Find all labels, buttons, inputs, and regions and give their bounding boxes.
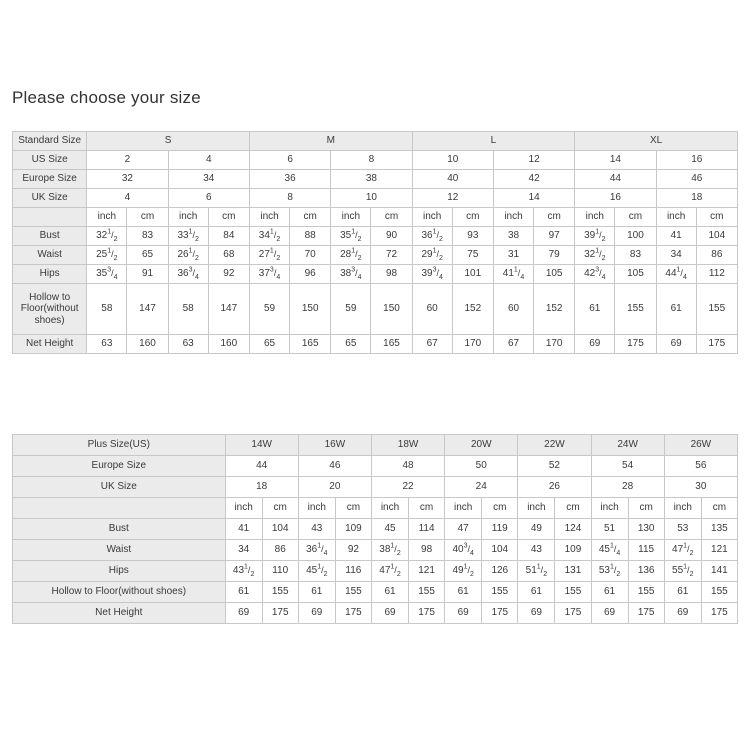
size-value-cell: 20: [298, 477, 371, 498]
measure-cell: $47^1/_2$: [371, 561, 408, 582]
measure-cell: 58: [87, 284, 127, 335]
measure-cell: $37^3/_4$: [249, 265, 289, 284]
measure-cell: $41^1/_4$: [493, 265, 533, 284]
unit-cell: inch: [656, 208, 696, 227]
measure-cell: 61: [298, 582, 335, 603]
measure-cell: 152: [452, 284, 493, 335]
table-row: [13, 603, 738, 624]
unit-cell: cm: [335, 498, 371, 519]
row-label: Hollow to Floor(without shoes): [13, 582, 226, 603]
measure-cell: 45: [371, 519, 408, 540]
measure-cell: 175: [482, 603, 518, 624]
measure-cell: $26^1/_2$: [168, 246, 208, 265]
size-value-cell: 14: [493, 189, 574, 208]
measure-cell: 175: [555, 603, 591, 624]
size-value-cell: 38: [331, 170, 412, 189]
measure-cell: $32^1/_2$: [87, 227, 127, 246]
measure-cell: 109: [555, 540, 591, 561]
size-value-cell: 6: [168, 189, 249, 208]
size-group-header: XL: [575, 132, 738, 151]
measure-cell: 61: [518, 582, 555, 603]
measure-cell: 135: [701, 519, 737, 540]
unit-cell: inch: [168, 208, 208, 227]
size-value-cell: 12: [412, 189, 493, 208]
size-value-cell: 34: [168, 170, 249, 189]
measure-cell: 61: [591, 582, 628, 603]
measure-cell: 69: [656, 335, 696, 354]
plus-size-corner-label: Plus Size(US): [13, 435, 226, 456]
unit-cell: inch: [371, 498, 408, 519]
measure-cell: 83: [615, 246, 656, 265]
measure-cell: 61: [664, 582, 701, 603]
measure-cell: 126: [482, 561, 518, 582]
unit-cell: cm: [615, 208, 656, 227]
standard-size-table: [12, 131, 738, 354]
unit-cell: cm: [262, 498, 298, 519]
size-group-header: L: [412, 132, 575, 151]
plus-size-header: 14W: [225, 435, 298, 456]
table-row: [13, 498, 738, 519]
measure-cell: 165: [290, 335, 331, 354]
table-row: [13, 189, 738, 208]
page-title: Please choose your size: [12, 88, 201, 107]
measure-cell: 65: [127, 246, 168, 265]
table-row: [13, 208, 738, 227]
measure-cell: 170: [534, 335, 575, 354]
size-value-cell: 8: [249, 189, 330, 208]
measure-cell: 96: [290, 265, 331, 284]
standard-size-corner-label: Standard Size: [13, 132, 87, 151]
measure-cell: 34: [225, 540, 262, 561]
measure-cell: 150: [290, 284, 331, 335]
measure-cell: $42^3/_4$: [575, 265, 615, 284]
measure-cell: 59: [249, 284, 289, 335]
measure-cell: 75: [452, 246, 493, 265]
measure-cell: 60: [412, 284, 452, 335]
unit-cell: cm: [482, 498, 518, 519]
size-value-cell: 4: [168, 151, 249, 170]
row-label: Europe Size: [13, 456, 226, 477]
plus-size-header: 16W: [298, 435, 371, 456]
row-label: Waist: [13, 246, 87, 265]
measure-cell: 152: [534, 284, 575, 335]
row-label: UK Size: [13, 477, 226, 498]
measure-cell: 67: [493, 335, 533, 354]
measure-cell: 58: [168, 284, 208, 335]
measure-cell: 155: [701, 582, 737, 603]
size-value-cell: 14: [575, 151, 656, 170]
measure-cell: 67: [412, 335, 452, 354]
measure-cell: 43: [298, 519, 335, 540]
table-row: [13, 456, 738, 477]
row-label: Net Height: [13, 603, 226, 624]
size-value-cell: 54: [591, 456, 664, 477]
table-row: [13, 335, 738, 354]
measure-cell: $29^1/_2$: [412, 246, 452, 265]
measure-cell: 155: [482, 582, 518, 603]
size-value-cell: 16: [656, 151, 737, 170]
measure-cell: 155: [335, 582, 371, 603]
measure-cell: 53: [664, 519, 701, 540]
table-row: [13, 540, 738, 561]
unit-cell: inch: [87, 208, 127, 227]
unit-cell: cm: [452, 208, 493, 227]
measure-cell: 84: [208, 227, 249, 246]
measure-cell: 116: [335, 561, 371, 582]
measure-cell: $38^1/_2$: [371, 540, 408, 561]
size-group-header: S: [87, 132, 250, 151]
measure-cell: 69: [298, 603, 335, 624]
row-label: Waist: [13, 540, 226, 561]
measure-cell: $39^3/_4$: [412, 265, 452, 284]
row-label: UK Size: [13, 189, 87, 208]
plus-size-table-body: [13, 435, 738, 624]
measure-cell: 147: [127, 284, 168, 335]
measure-cell: 88: [290, 227, 331, 246]
measure-cell: 101: [452, 265, 493, 284]
measure-cell: 121: [701, 540, 737, 561]
measure-cell: 119: [482, 519, 518, 540]
measure-cell: $32^1/_2$: [575, 246, 615, 265]
measure-cell: 150: [371, 284, 412, 335]
row-label: Bust: [13, 227, 87, 246]
measure-cell: 175: [701, 603, 737, 624]
measure-cell: 49: [518, 519, 555, 540]
unit-cell: inch: [591, 498, 628, 519]
measure-cell: 63: [168, 335, 208, 354]
measure-cell: 86: [262, 540, 298, 561]
size-value-cell: 10: [331, 189, 412, 208]
row-label: US Size: [13, 151, 87, 170]
measure-cell: 61: [656, 284, 696, 335]
measure-cell: $34^1/_2$: [249, 227, 289, 246]
measure-cell: 115: [628, 540, 664, 561]
measure-cell: 104: [262, 519, 298, 540]
measure-cell: $47^1/_2$: [664, 540, 701, 561]
table-row: [13, 227, 738, 246]
measure-cell: 155: [696, 284, 737, 335]
measure-cell: 155: [555, 582, 591, 603]
row-label: Hips: [13, 561, 226, 582]
measure-cell: $35^1/_2$: [331, 227, 371, 246]
measure-cell: 61: [225, 582, 262, 603]
measure-cell: $44^1/_4$: [656, 265, 696, 284]
row-label: Hips: [13, 265, 87, 284]
size-value-cell: 40: [412, 170, 493, 189]
measure-cell: $49^1/_2$: [445, 561, 482, 582]
table-row: [13, 170, 738, 189]
measure-cell: 91: [127, 265, 168, 284]
measure-cell: 69: [664, 603, 701, 624]
size-value-cell: 46: [298, 456, 371, 477]
measure-cell: $36^1/_4$: [298, 540, 335, 561]
measure-cell: 41: [225, 519, 262, 540]
unit-cell: cm: [696, 208, 737, 227]
measure-cell: 59: [331, 284, 371, 335]
size-value-cell: 18: [225, 477, 298, 498]
measure-cell: 147: [208, 284, 249, 335]
measure-cell: 79: [534, 246, 575, 265]
measure-cell: 130: [628, 519, 664, 540]
measure-cell: 98: [371, 265, 412, 284]
size-value-cell: 48: [371, 456, 444, 477]
measure-cell: $55^1/_2$: [664, 561, 701, 582]
size-group-header: M: [249, 132, 412, 151]
unit-row-label: [13, 208, 87, 227]
measure-cell: 69: [371, 603, 408, 624]
measure-cell: 141: [701, 561, 737, 582]
measure-cell: 112: [696, 265, 737, 284]
unit-cell: inch: [412, 208, 452, 227]
size-value-cell: 36: [249, 170, 330, 189]
measure-cell: 131: [555, 561, 591, 582]
measure-cell: $36^1/_2$: [412, 227, 452, 246]
measure-cell: $38^3/_4$: [331, 265, 371, 284]
unit-cell: inch: [298, 498, 335, 519]
size-value-cell: 30: [664, 477, 737, 498]
size-value-cell: 10: [412, 151, 493, 170]
measure-cell: 105: [615, 265, 656, 284]
size-value-cell: 52: [518, 456, 591, 477]
measure-cell: 104: [696, 227, 737, 246]
measure-cell: 170: [452, 335, 493, 354]
measure-cell: 114: [409, 519, 445, 540]
table-row: [13, 246, 738, 265]
size-value-cell: 28: [591, 477, 664, 498]
unit-cell: cm: [628, 498, 664, 519]
size-value-cell: 4: [87, 189, 168, 208]
size-value-cell: 16: [575, 189, 656, 208]
measure-cell: 175: [409, 603, 445, 624]
measure-cell: 155: [628, 582, 664, 603]
unit-cell: inch: [249, 208, 289, 227]
measure-cell: 105: [534, 265, 575, 284]
unit-cell: cm: [409, 498, 445, 519]
measure-cell: $43^1/_2$: [225, 561, 262, 582]
measure-cell: 43: [518, 540, 555, 561]
measure-cell: $39^1/_2$: [575, 227, 615, 246]
measure-cell: 63: [87, 335, 127, 354]
measure-cell: 97: [534, 227, 575, 246]
table-row: [13, 477, 738, 498]
measure-cell: 41: [656, 227, 696, 246]
measure-cell: 83: [127, 227, 168, 246]
measure-cell: 92: [335, 540, 371, 561]
measure-cell: 100: [615, 227, 656, 246]
size-value-cell: 12: [493, 151, 574, 170]
plus-size-header: 20W: [445, 435, 518, 456]
table-row: [13, 132, 738, 151]
measure-cell: 31: [493, 246, 533, 265]
measure-cell: 61: [445, 582, 482, 603]
measure-cell: $25^1/_2$: [87, 246, 127, 265]
measure-cell: 93: [452, 227, 493, 246]
measure-cell: 110: [262, 561, 298, 582]
table-row: [13, 284, 738, 335]
measure-cell: 109: [335, 519, 371, 540]
unit-row-label: [13, 498, 226, 519]
measure-cell: $33^1/_2$: [168, 227, 208, 246]
measure-cell: 136: [628, 561, 664, 582]
measure-cell: $36^3/_4$: [168, 265, 208, 284]
measure-cell: 124: [555, 519, 591, 540]
measure-cell: $27^1/_2$: [249, 246, 289, 265]
measure-cell: 69: [445, 603, 482, 624]
measure-cell: 69: [575, 335, 615, 354]
row-label: Europe Size: [13, 170, 87, 189]
measure-cell: 61: [575, 284, 615, 335]
unit-cell: cm: [555, 498, 591, 519]
measure-cell: 160: [127, 335, 168, 354]
measure-cell: 90: [371, 227, 412, 246]
table-row: [13, 519, 738, 540]
size-value-cell: 18: [656, 189, 737, 208]
unit-cell: inch: [664, 498, 701, 519]
measure-cell: $45^1/_4$: [591, 540, 628, 561]
standard-size-table-body: [13, 132, 738, 354]
measure-cell: $45^1/_2$: [298, 561, 335, 582]
unit-cell: cm: [371, 208, 412, 227]
row-label: Bust: [13, 519, 226, 540]
unit-cell: cm: [534, 208, 575, 227]
unit-cell: inch: [493, 208, 533, 227]
measure-cell: 155: [409, 582, 445, 603]
measure-cell: 92: [208, 265, 249, 284]
measure-cell: 69: [591, 603, 628, 624]
size-value-cell: 44: [225, 456, 298, 477]
size-value-cell: 32: [87, 170, 168, 189]
measure-cell: 98: [409, 540, 445, 561]
unit-cell: inch: [445, 498, 482, 519]
measure-cell: 155: [262, 582, 298, 603]
unit-cell: cm: [290, 208, 331, 227]
table-row: [13, 435, 738, 456]
plus-size-header: 18W: [371, 435, 444, 456]
measure-cell: 121: [409, 561, 445, 582]
measure-cell: 65: [331, 335, 371, 354]
measure-cell: 51: [591, 519, 628, 540]
measure-cell: 47: [445, 519, 482, 540]
size-value-cell: 50: [445, 456, 518, 477]
unit-cell: inch: [575, 208, 615, 227]
row-label: Net Height: [13, 335, 87, 354]
measure-cell: 175: [335, 603, 371, 624]
unit-cell: inch: [225, 498, 262, 519]
size-value-cell: 24: [445, 477, 518, 498]
size-value-cell: 42: [493, 170, 574, 189]
measure-cell: 160: [208, 335, 249, 354]
measure-cell: $51^1/_2$: [518, 561, 555, 582]
measure-cell: 60: [493, 284, 533, 335]
measure-cell: 175: [262, 603, 298, 624]
plus-size-header: 24W: [591, 435, 664, 456]
measure-cell: 175: [628, 603, 664, 624]
size-value-cell: 46: [656, 170, 737, 189]
measure-cell: 175: [696, 335, 737, 354]
measure-cell: 155: [615, 284, 656, 335]
measure-cell: $28^1/_2$: [331, 246, 371, 265]
table-row: [13, 561, 738, 582]
unit-cell: cm: [208, 208, 249, 227]
measure-cell: 175: [615, 335, 656, 354]
measure-cell: 69: [518, 603, 555, 624]
measure-cell: 61: [371, 582, 408, 603]
row-label: Hollow to Floor(without shoes): [13, 284, 87, 335]
unit-cell: cm: [127, 208, 168, 227]
size-value-cell: 22: [371, 477, 444, 498]
measure-cell: 72: [371, 246, 412, 265]
size-value-cell: 56: [664, 456, 737, 477]
unit-cell: cm: [701, 498, 737, 519]
size-value-cell: 26: [518, 477, 591, 498]
measure-cell: 104: [482, 540, 518, 561]
plus-size-table: [12, 434, 738, 624]
size-value-cell: 6: [249, 151, 330, 170]
measure-cell: 86: [696, 246, 737, 265]
unit-cell: inch: [518, 498, 555, 519]
table-row: [13, 151, 738, 170]
table-row: [13, 582, 738, 603]
measure-cell: $40^3/_4$: [445, 540, 482, 561]
measure-cell: 165: [371, 335, 412, 354]
measure-cell: 38: [493, 227, 533, 246]
measure-cell: $35^3/_4$: [87, 265, 127, 284]
table-row: [13, 265, 738, 284]
measure-cell: $53^1/_2$: [591, 561, 628, 582]
measure-cell: 70: [290, 246, 331, 265]
measure-cell: 34: [656, 246, 696, 265]
size-value-cell: 2: [87, 151, 168, 170]
measure-cell: 68: [208, 246, 249, 265]
size-value-cell: 8: [331, 151, 412, 170]
size-value-cell: 44: [575, 170, 656, 189]
measure-cell: 69: [225, 603, 262, 624]
measure-cell: 65: [249, 335, 289, 354]
plus-size-header: 22W: [518, 435, 591, 456]
unit-cell: inch: [331, 208, 371, 227]
plus-size-header: 26W: [664, 435, 737, 456]
